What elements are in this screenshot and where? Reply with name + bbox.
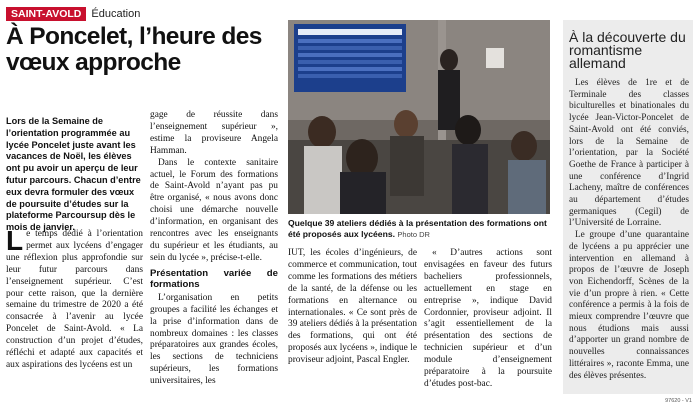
classroom-photo-image — [288, 20, 550, 214]
column-1-text: e temps dédié à l’orientation permet aux lycéens d’engager une réflexion plus approfondie sur leur futur parcours dans l’enseignement supérieur. C’est pour cette raison, que la dernière semaine du trimestre de 2020 a été consacrée à l’avenir au lycée Poncelet de Saint-Avold. « La construction d’un projet d’études, réfléchi et adapté aux capacités et aux aspirations des lycéens est un — [6, 229, 143, 370]
sidebar-paragraph: Les élèves de 1re et de Terminale des classes biculturelles et binationales du lycée Jean-Victor-Poncelet de Saint-Avold ont été conviés, lors de la Semaine de l’orientation, par la Société Goethe de France à participer à une conférence d’Ingrid Lacheny, maître de conférences au département d’études germaniques (Cegil) de l’Université de Lorraine. — [569, 78, 689, 229]
column-2-paragraph: L’organisation en petits groupes a facilité les échanges et la prise d’information dans de nombreux domaines : les classes préparatoires aux grandes écoles, les sections de techniciens supérieurs, les formations universitaires, les — [150, 292, 278, 387]
column-2 — [150, 110, 278, 388]
column-3-text: IUT, les écoles d’ingénieurs, de commerce et communication, tout comme les formations des métiers de la santé, de la défense ou les formations en alternance ou internationales. « Ce sont près de 39 ateliers dédiés à la présentation des formations, qui ont été proposés aux lycéens », indique le proviseur adjoint, Pascal Engler. — [288, 248, 417, 366]
sidebar-text — [569, 78, 689, 382]
column-3 — [288, 248, 417, 367]
photo-caption — [288, 218, 552, 240]
column-4-text: « D’autres actions sont envisagées en faveur des futurs bacheliers professionnels, actuellement en stage en entreprise », indique David Cordonnier, proviseur adjoint. Il s’agit essentiellement de la présentation des sections de technicien supérieur et d’un module d’enseignement préparatoire à la poursuite d’études post-bac. — [424, 248, 552, 389]
column-2-paragraph: gage de réussite dans l’enseignement supérieur », estime la proviseure Angela Hamman. — [150, 110, 278, 156]
headline: À Poncelet, l’heure des vœux approche — [6, 23, 262, 76]
page-folio: 97620 - V1 — [665, 398, 692, 404]
column-2-paragraph: Dans le contexte sanitaire actuel, le Forum des formations de Saint-Avold n’ayant pas pu être organisé, « nous avons donc choisi une démarche nouvelle d’information, en organisant des rencontres avec les enseignants du supérieur et les étudiants, au sein du lycée », précise-t-elle. — [150, 157, 278, 263]
category-label: Éducation — [91, 8, 141, 20]
rubric — [6, 7, 140, 21]
article-photo — [288, 20, 550, 214]
sidebar-paragraph: Le groupe d’une quarantaine de lycéens a pu apprécier une intervention en allemand à propos de l’œuvre de Joseph von Eichendorff, Scènes de la vie d’un propre à rien. « Cette conférence a permis à la fois de mieux comprendre l’œuvre que nous étudions mais aussi d’apporter un grand nombre de nouvelles connaissances littéraires », raconte Emma, une des élèves présentes. — [569, 230, 689, 381]
column-1 — [6, 225, 143, 372]
caption-text: Quelque 39 ateliers dédiés à la présentation des formations ont été proposés aux lycéens. — [288, 218, 547, 239]
photo-credit: Photo DR — [397, 229, 430, 239]
sidebar-title: À la découverte du romantisme allemand — [569, 29, 686, 71]
drop-cap: L — [6, 225, 24, 256]
town-label: SAINT-AVOLD — [6, 7, 86, 21]
subheading: Présentation variée de formations — [150, 267, 278, 291]
column-4 — [424, 248, 552, 391]
article-lead: Lors de la Semaine de l’orientation programmée au lycée Poncelet juste avant les vacances de Noël, les élèves ont pu avoir un aperçu de leur futur parcours. Chacun d’entre eux devra formuler des vœux de poursuite d’études sur la plateforme Parcoursup dès le mois de janvier. — [6, 116, 141, 233]
